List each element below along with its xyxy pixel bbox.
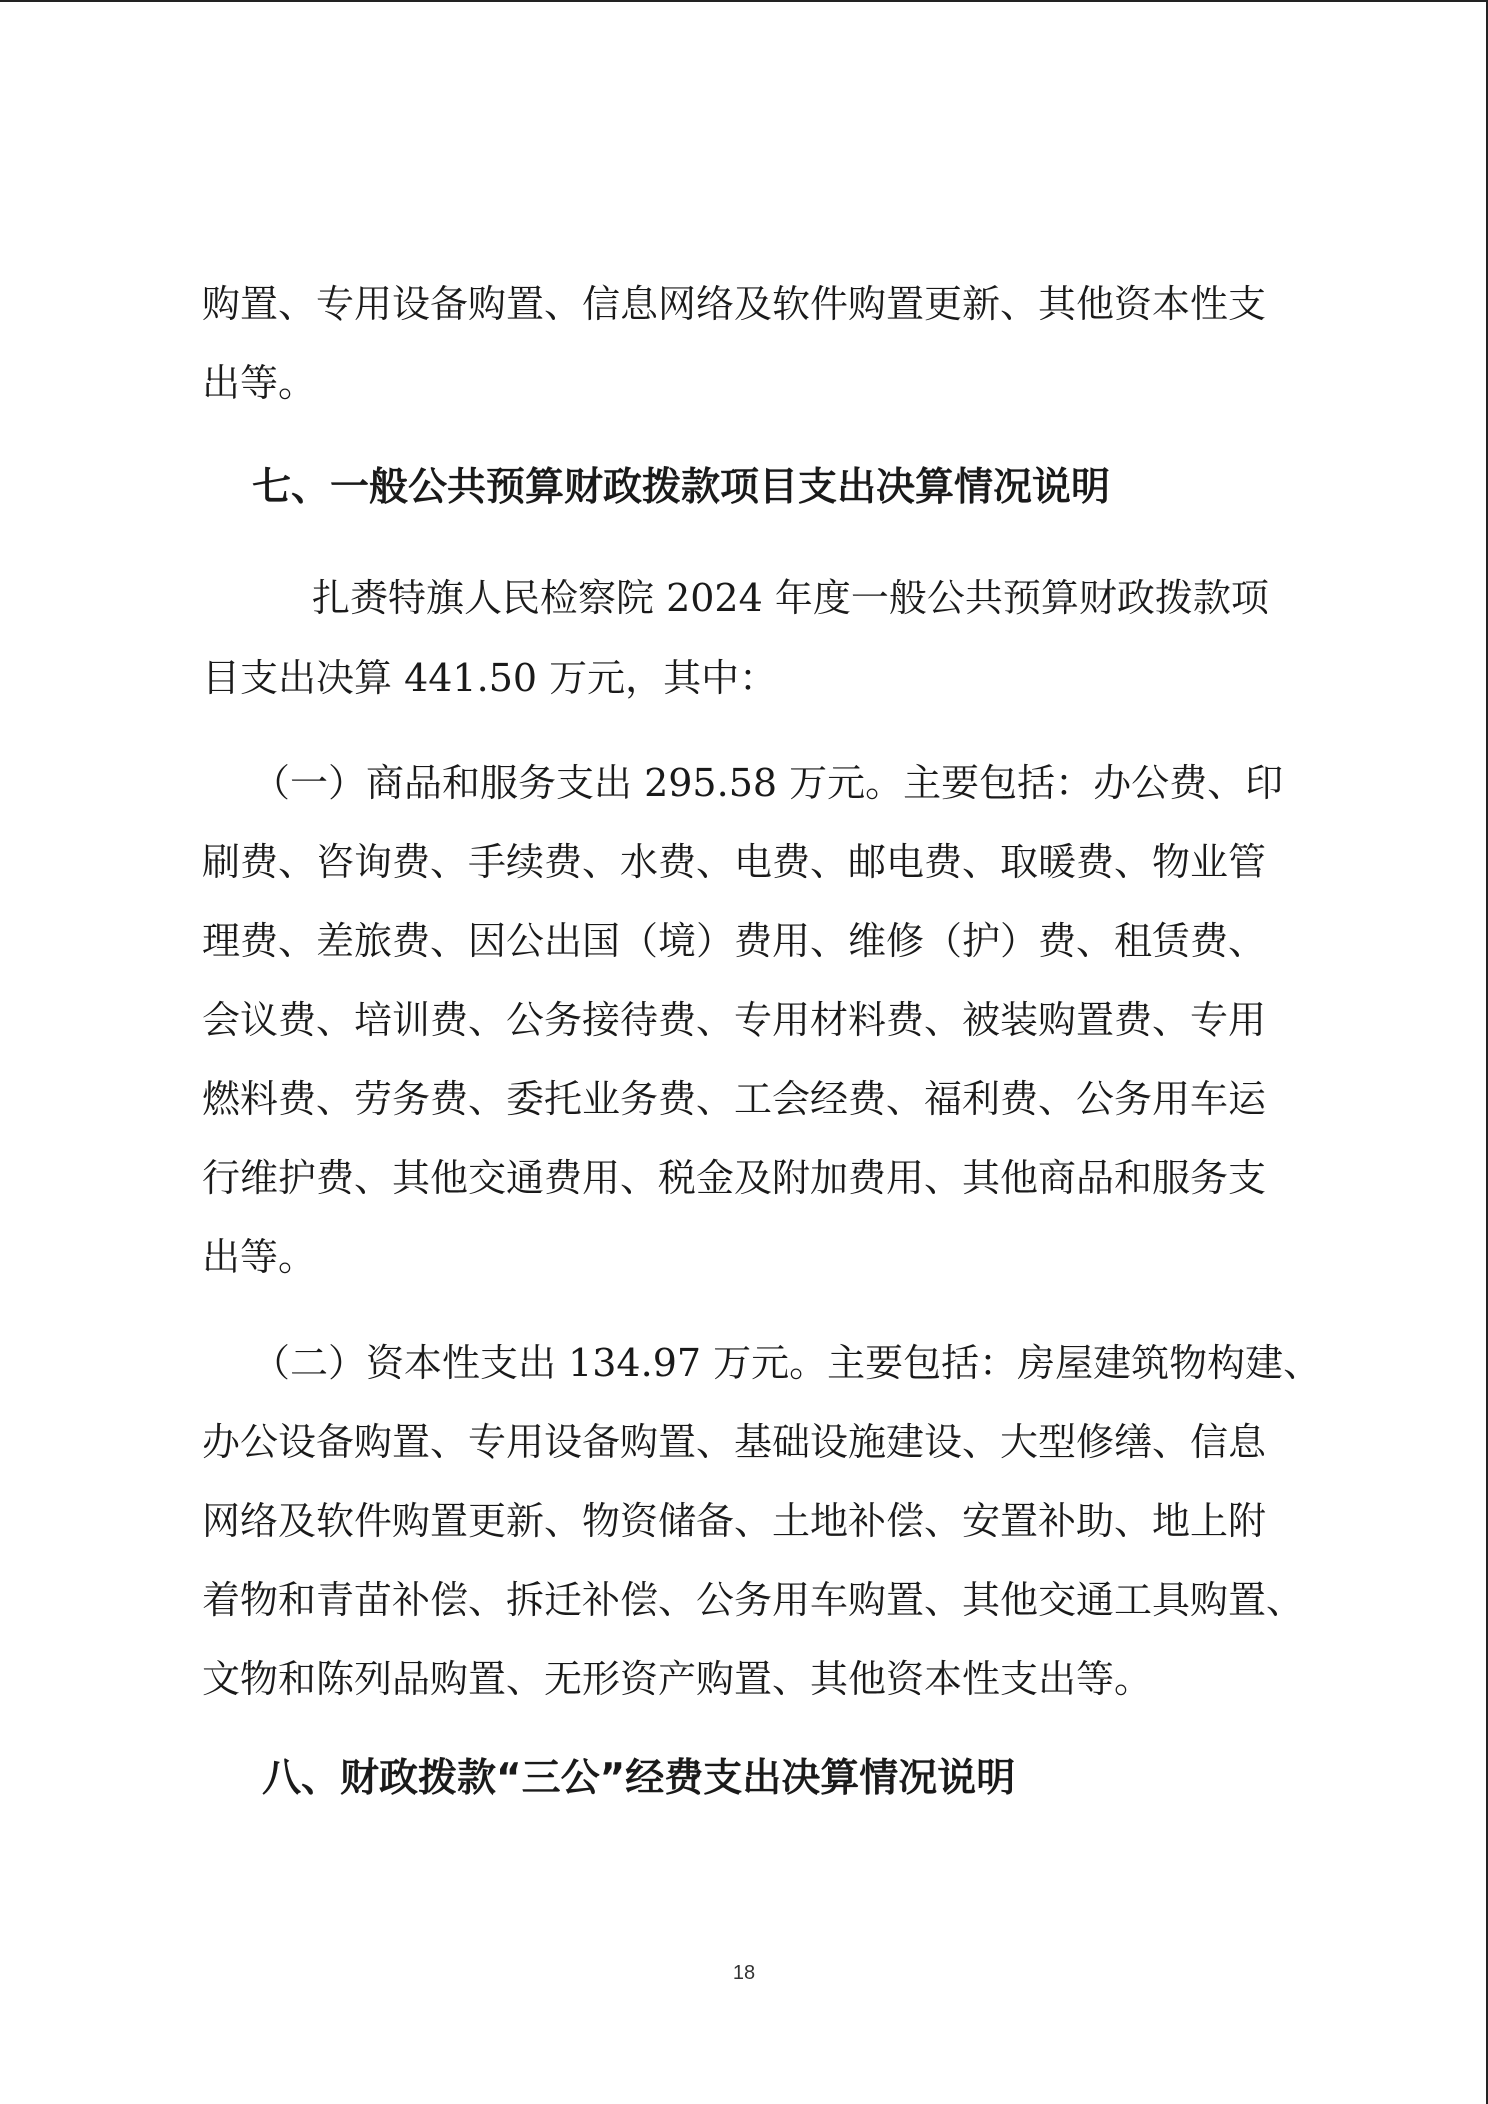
paragraph-line: （二）资本性支出 134.97 万元。主要包括：房屋建筑物构建、 [252,1341,1322,1385]
paragraph-line: 目支出决算 441.50 万元，其中： [202,656,778,700]
paragraph-line: （一）商品和服务支出 295.58 万元。主要包括：办公费、印 [252,761,1284,805]
paragraph-line: 购置、专用设备购置、信息网络及软件购置更新、其他资本性支 [202,282,1267,326]
paragraph-line: 网络及软件购置更新、物资储备、土地补偿、安置补助、地上附 [202,1499,1267,1543]
paragraph-line: 行维护费、其他交通费用、税金及附加费用、其他商品和服务支 [202,1156,1267,1200]
paragraph-line: 文物和陈列品购置、无形资产购置、其他资本性支出等。 [202,1657,1153,1701]
page-number: 18 [732,1962,756,1984]
paragraph-line: 燃料费、劳务费、委托业务费、工会经费、福利费、公务用车运 [202,1077,1267,1121]
section-heading-7: 七、一般公共预算财政拨款项目支出决算情况说明 [252,465,1111,510]
paragraph-line: 理费、差旅费、因公出国（境）费用、维修（护）费、租赁费、 [202,919,1267,963]
paragraph-line: 会议费、培训费、公务接待费、专用材料费、被装购置费、专用 [202,998,1267,1042]
section-heading-8: 八、财政拨款“三公”经费支出决算情况说明 [262,1756,1016,1801]
paragraph-line: 扎赉特旗人民检察院 2024 年度一般公共预算财政拨款项 [312,576,1269,620]
paragraph-line: 办公设备购置、专用设备购置、基础设施建设、大型修缮、信息 [202,1420,1267,1464]
paragraph-line: 出等。 [202,361,317,405]
paragraph-line: 刷费、咨询费、手续费、水费、电费、邮电费、取暖费、物业管 [202,840,1267,884]
paragraph-line: 出等。 [202,1235,317,1279]
paragraph-line: 着物和青苗补偿、拆迁补偿、公务用车购置、其他交通工具购置、 [202,1578,1305,1622]
